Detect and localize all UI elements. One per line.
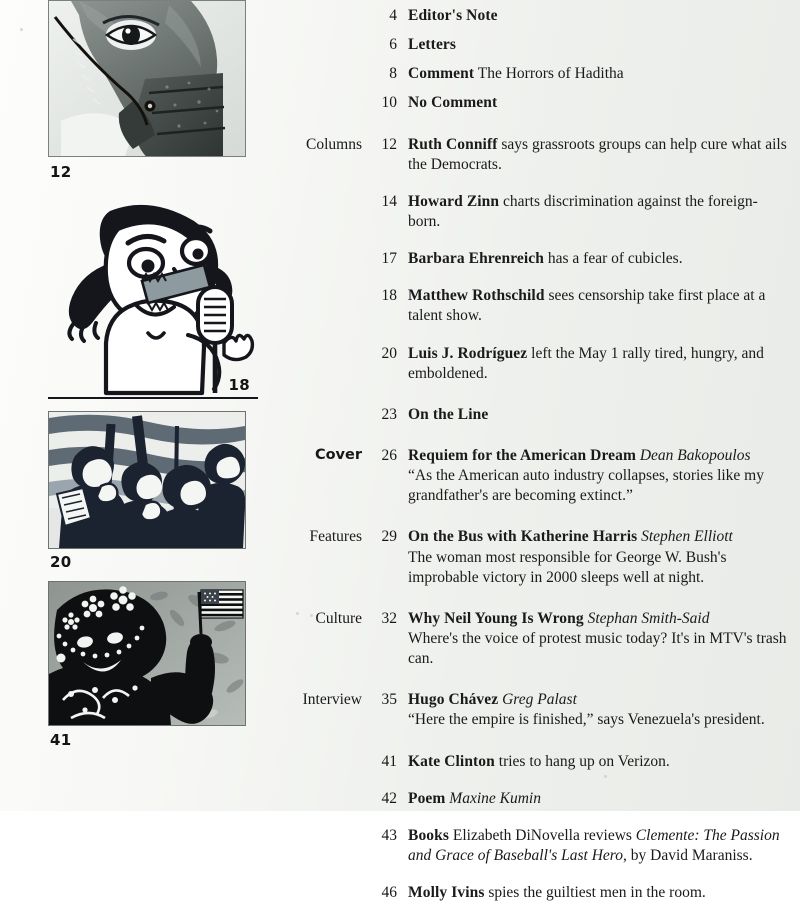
toc-entry-description: The woman most responsible for George W. Bush's improbable victory in 2000 sleeps well at night. [408, 548, 727, 586]
toc-entry-title: Books [408, 826, 449, 844]
spacer [284, 114, 790, 135]
toc-entry-culture-neil-young[interactable] [284, 609, 790, 669]
toc-entry-title: No Comment [408, 94, 498, 112]
toc-entry-body [408, 690, 790, 730]
illustration-column [48, 0, 258, 749]
toc-entry-comment[interactable] [284, 64, 790, 84]
toc-entry-letters[interactable] [284, 35, 790, 55]
doll-with-flag-illustration [48, 581, 246, 726]
figure-caption: 41 [50, 731, 72, 749]
toc-page-number: 18 [381, 287, 397, 305]
toc-page-number: 35 [381, 691, 397, 709]
toc-page-number: 14 [381, 192, 397, 210]
toc-entry-body [408, 35, 790, 55]
toc-entry-title: Howard Zinn [408, 192, 500, 210]
toc-entry-title: On the Bus with Katherine Harris [408, 528, 638, 546]
toc-entry-body [408, 883, 790, 903]
toc-entry-body [408, 789, 790, 809]
toc-entry-title: Hugo Chávez [408, 691, 499, 709]
toc-entry-on-the-line[interactable] [284, 405, 790, 425]
toc-entry-barbara-ehrenreich[interactable] [284, 249, 790, 269]
toc-section-label-features: Features [309, 528, 362, 546]
toc-page-number: 42 [381, 789, 397, 807]
figure-caption: 18 [228, 376, 250, 394]
toc-entry-author: Greg Palast [502, 691, 577, 709]
toc-entry-body [408, 405, 790, 425]
toc-entry-kate-clinton[interactable] [284, 752, 790, 772]
toc-entry-poem[interactable] [284, 789, 790, 809]
toc-entry-books[interactable] [284, 826, 790, 866]
figure-baseline-rule [48, 397, 258, 399]
spacer [284, 731, 790, 752]
figure-doll-with-flag [48, 581, 258, 749]
scan-speck [296, 612, 299, 615]
toc-entry-title: Matthew Rothschild [408, 287, 545, 305]
toc-entry-tail: sees censorship take first place at a talent show. [408, 287, 766, 325]
toc-page-number: 10 [381, 94, 397, 112]
toc-entry-cover-requiem[interactable] [284, 446, 790, 506]
toc-entry-matthew-rothschild[interactable] [284, 286, 790, 326]
spacer [284, 588, 790, 609]
toc-entry-tail: spies the guiltiest men in the room. [484, 884, 706, 902]
spacer [284, 384, 790, 405]
spacer [284, 425, 790, 446]
toc-page-number: 26 [381, 446, 397, 464]
toc-entry-molly-ivins[interactable] [284, 883, 790, 903]
girl-taped-mouth-cartoon [48, 193, 258, 398]
toc-entry-description: Where's the voice of protest music today? It's in MTV's trash can. [408, 629, 787, 668]
toc-entry-ruth-conniff[interactable] [284, 135, 790, 175]
toc-page-number: 20 [381, 344, 397, 362]
toc-page-number: 17 [381, 250, 397, 268]
toc-entry-body [408, 609, 790, 669]
toc-entry-book-title: Clemente: The Passion and Grace of Baseball's Last Hero [408, 826, 780, 864]
toc-entry-tail: charts discrimination against the foreign-born. [408, 192, 758, 230]
donkey-muzzle-icon [49, 1, 245, 156]
toc-page-number: 23 [381, 405, 397, 423]
toc-page-number: 6 [389, 36, 397, 54]
spacer [284, 772, 790, 789]
spacer [284, 232, 790, 249]
spacer [284, 506, 790, 527]
toc-entry-body [408, 64, 790, 84]
figure-girl-taped-mouth [48, 193, 258, 405]
toc-page-number: 8 [389, 65, 397, 83]
toc-entry-author: Stephan Smith-Said [587, 609, 710, 627]
spacer [284, 26, 790, 35]
spacer [284, 55, 790, 64]
toc-entry-title: Why Neil Young Is Wrong [408, 609, 584, 627]
toc-entry-author: Stephen Elliott [641, 528, 733, 546]
scan-speck [20, 28, 23, 31]
donkey-muzzle-illustration [48, 0, 246, 157]
toc-entry-howard-zinn[interactable] [284, 192, 790, 232]
toc-section-label-interview: Interview [302, 691, 362, 709]
figure-rally-marchers [48, 411, 258, 571]
toc-entry-tail: The Horrors of Haditha [474, 65, 624, 83]
toc-section-label-culture: Culture [315, 609, 362, 627]
toc-entry-body [408, 192, 790, 232]
toc-entry-title: Luis J. Rodríguez [408, 344, 528, 362]
toc-entry-tail: Elizabeth DiNovella reviews [449, 826, 636, 844]
toc-entry-editors-note[interactable] [284, 6, 790, 26]
toc-entry-luis-rodriguez[interactable] [284, 344, 790, 384]
toc-section-label-cover: Cover [314, 446, 362, 463]
toc-entry-body [408, 93, 790, 113]
spacer [284, 669, 790, 690]
figure-caption: 12 [50, 163, 72, 181]
toc-entry-title: Editor's Note [408, 7, 498, 24]
toc-entry-title: Letters [408, 36, 457, 54]
toc-entry-tail: tries to hang up on Verizon. [494, 752, 670, 770]
toc-page-number: 32 [381, 609, 397, 627]
toc-entry-no-comment[interactable] [284, 93, 790, 113]
toc-entry-tail: left the May 1 rally tired, hungry, and emboldened. [408, 344, 764, 382]
toc-page-number: 43 [381, 826, 397, 844]
toc-page-number: 4 [389, 7, 397, 24]
spacer [284, 175, 790, 192]
toc-page-number: 29 [381, 528, 397, 546]
figure-caption: 20 [50, 553, 72, 571]
toc-entry-body [408, 752, 790, 772]
toc-entry-features-katherine-harris[interactable] [284, 527, 790, 587]
toc-entry-tail: says grassroots groups can help cure what ails the Democrats. [408, 135, 787, 173]
toc-entry-body [408, 527, 790, 587]
toc-entry-body [408, 135, 790, 175]
toc-page-number: 12 [381, 135, 397, 153]
toc-entry-body [408, 826, 790, 866]
toc-page-number: 41 [381, 752, 397, 770]
scan-speck [604, 775, 607, 778]
toc-entry-description: “As the American auto industry collapses, stories like my grandfather's are becoming extinct.” [408, 467, 764, 505]
toc-entry-body [408, 446, 790, 506]
toc-entry-description: “Here the empire is finished,” says Venezuela's president. [408, 711, 765, 729]
scan-speck [310, 614, 313, 617]
toc-entry-body [408, 249, 790, 269]
toc-entry-title: Poem [408, 789, 446, 807]
spacer [284, 269, 790, 286]
toc-entry-author: Maxine Kumin [449, 789, 541, 807]
spacer [284, 327, 790, 344]
toc-entry-body [408, 6, 790, 26]
spacer [284, 84, 790, 93]
spacer [284, 866, 790, 883]
figure-donkey-muzzle [48, 0, 258, 181]
toc-entry-tail-2: , by David Maraniss. [623, 846, 753, 864]
table-of-contents [284, 6, 790, 903]
spacer [284, 809, 790, 826]
toc-section-label-columns: Columns [306, 135, 362, 153]
doll-with-flag-icon [49, 582, 245, 725]
rally-marchers-icon [49, 412, 245, 548]
toc-entry-tail: has a fear of cubicles. [544, 250, 683, 268]
toc-entry-title: Kate Clinton [408, 752, 495, 770]
toc-entry-title: Barbara Ehrenreich [408, 250, 544, 268]
toc-entry-title: Molly Ivins [408, 884, 485, 902]
toc-entry-interview-hugo-chavez[interactable] [284, 690, 790, 730]
toc-entry-author: Dean Bakopoulos [639, 446, 751, 464]
toc-entry-title: Comment [408, 65, 475, 83]
toc-entry-title: Ruth Conniff [408, 135, 498, 153]
rally-marchers-illustration [48, 411, 246, 549]
toc-page-number: 46 [381, 884, 397, 902]
toc-entry-title: Requiem for the American Dream [408, 446, 636, 464]
toc-entry-title: On the Line [408, 405, 489, 423]
toc-entry-body [408, 344, 790, 384]
toc-entry-body [408, 286, 790, 326]
girl-taped-mouth-icon [48, 193, 258, 398]
